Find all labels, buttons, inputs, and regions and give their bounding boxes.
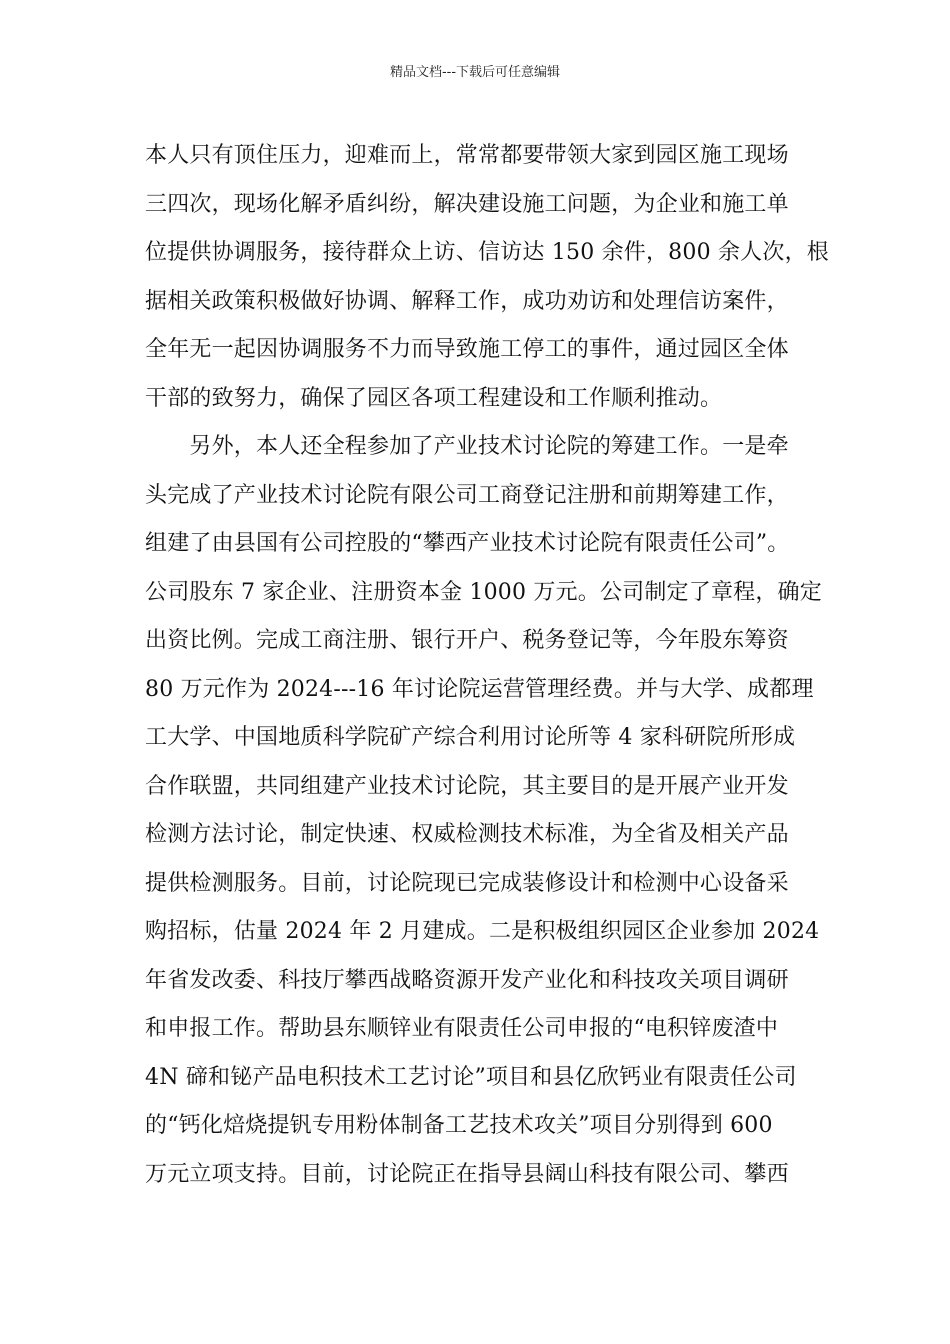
text-line: 万元立项支持。目前，讨论院正在指导县阔山科技有限公司、攀西 — [145, 1161, 789, 1187]
text-line: 本人只有顶住压力，迎难而上，常常都要带领大家到园区施工现场 — [145, 143, 789, 168]
text-line: 头完成了产业技术讨论院有限公司工商登记注册和前期筹建工作， — [145, 482, 789, 508]
text-line: 位提供协调服务，接待群众上访、信访达 150 余件，800 余人次，根 — [145, 240, 829, 265]
text-line: 工大学、中国地质科学院矿产综合利用讨论所等 4 家科研院所形成 — [145, 725, 796, 750]
text-line: 三四次，现场化解矛盾纠纷，解决建设施工问题，为企业和施工单 — [145, 191, 789, 217]
text-line: 据相关政策积极做好协调、解释工作，成功劝访和处理信访案件， — [145, 288, 789, 314]
text-line: 80 万元作为 2024---16 年讨论院运营管理经费。并与大学、成都理 — [145, 676, 814, 702]
text-line: 4N 碲和铋产品电积技术工艺讨论”项目和县亿欣钙业有限责任公司 — [145, 1064, 797, 1090]
text-line: 另外，本人还全程参加了产业技术讨论院的筹建工作。一是牵 — [145, 434, 789, 459]
text-line: 出资比例。完成工商注册、银行开户、税务登记等，今年股东筹资 — [145, 628, 789, 653]
page-header: 精品文档---下载后可任意编辑 — [389, 65, 561, 80]
text-line: 的“钙化焙烧提钒专用粉体制备工艺技术攻关”项目分别得到 600 — [145, 1113, 773, 1138]
body-text — [145, 132, 829, 1199]
text-line: 合作联盟，共同组建产业技术讨论院，其主要目的是开展产业开发 — [145, 773, 789, 799]
text-line: 干部的致努力，确保了园区各项工程建设和工作顺利推动。 — [145, 385, 723, 411]
text-line: 检测方法讨论，制定快速、权威检测技术标准，为全省及相关产品 — [145, 822, 789, 847]
text-line: 购招标，估量 2024 年 2 月建成。二是积极组织园区企业参加 2024 — [145, 919, 820, 944]
text-line: 公司股东 7 家企业、注册资本金 1000 万元。公司制定了章程，确定 — [145, 579, 822, 605]
text-line: 提供检测服务。目前，讨论院现已完成装修设计和检测中心设备采 — [145, 870, 789, 896]
text-line: 年省发改委、科技厅攀西战略资源开发产业化和科技攻关项目调研 — [145, 967, 789, 993]
text-line: 组建了由县国有公司控股的“攀西产业技术讨论院有限责任公司”。 — [145, 531, 790, 556]
text-line: 全年无一起因协调服务不力而导致施工停工的事件，通过园区全体 — [145, 337, 789, 362]
text-line: 和申报工作。帮助县东顺锌业有限责任公司申报的“电积锌废渣中 — [145, 1016, 779, 1041]
